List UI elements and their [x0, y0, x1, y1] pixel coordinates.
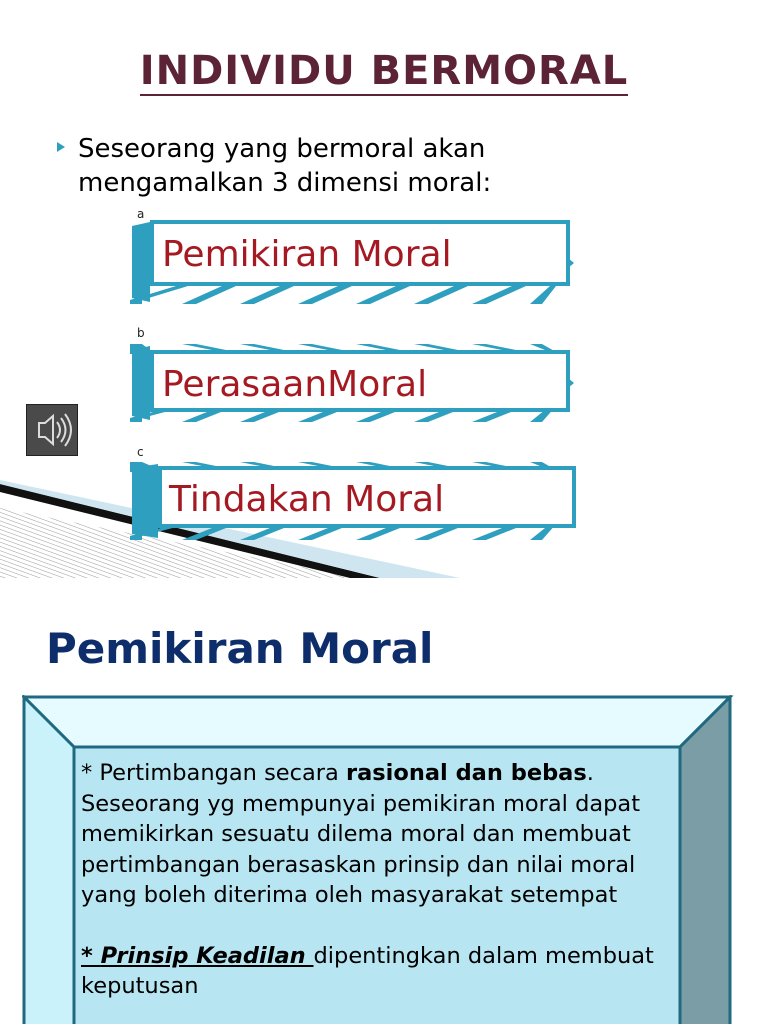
dimension-letter: c: [137, 445, 144, 459]
triangle-bullet-icon: [57, 142, 65, 152]
page-title: INDIVIDU BERMORAL: [139, 48, 629, 94]
bullet-item: [57, 132, 577, 200]
speaker-icon[interactable]: [26, 404, 78, 456]
section-title: Pemikiran Moral: [46, 624, 434, 673]
bullet-text: Seseorang yang bermoral akan mengamalkan 3 dimensi moral:: [78, 134, 492, 198]
slide-2: [0, 578, 768, 1024]
dimension-label-pemikiran: Pemikiran Moral: [162, 234, 452, 275]
dimension-label-perasaan: PerasaanMoral: [162, 364, 428, 405]
paragraph-1: * Pertimbangan secara rasional dan bebas. Seseorang yg mempunyai pemikiran moral dapat memikirkan sesuatu dilema moral dan membuat pertimbangan berasaskan prinsip dan nilai moral yang boleh diterima oleh masyarakat setempat: [81, 760, 641, 908]
dimension-letter: b: [137, 326, 145, 340]
paragraph-2: * Prinsip Keadilan dipentingkan dalam membuat keputusan: [81, 942, 654, 999]
content-text: [81, 758, 677, 1002]
dimension-letter: a: [137, 207, 145, 221]
dimension-label-tindakan: Tindakan Moral: [169, 479, 445, 520]
